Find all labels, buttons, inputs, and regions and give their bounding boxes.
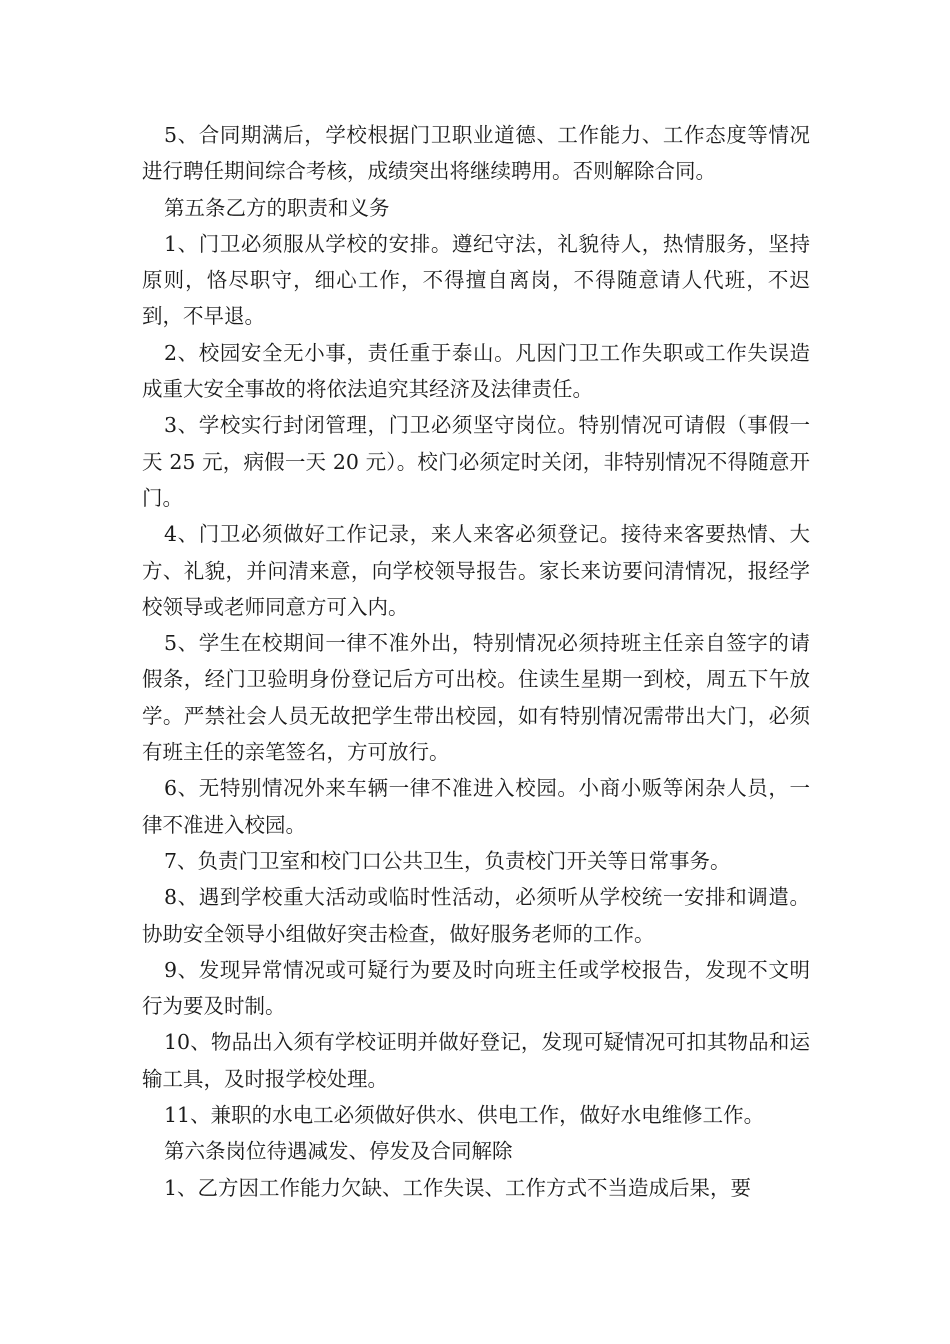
heading-article-6: 第六条岗位待遇减发、停发及合同解除 [164, 1139, 513, 1164]
paragraph-duty-2: 2、校园安全无小事，责任重于泰山。凡因门卫工作失职或工作失误造成重大安全事故的将依法追究其经济及法律责任。 [142, 340, 810, 402]
paragraph-duty-8: 8、遇到学校重大活动或临时性活动，必须听从学校统一安排和调遣。协助安全领导小组做好突击检查，做好服务老师的工作。 [142, 885, 810, 946]
heading-article-5: 第五条乙方的职责和义务 [164, 195, 390, 220]
paragraph-duty-11: 11、兼职的水电工必须做好供水、供电工作，做好水电维修工作。 [164, 1103, 765, 1128]
paragraph-duty-7: 7、负责门卫室和校门口公共卫生，负责校门开关等日常事务。 [164, 848, 731, 873]
paragraph-duty-3: 3、学校实行封闭管理，门卫必须坚守岗位。特别情况可请假（事假一天 25 元，病假一天 20 元）。校门必须定时关闭，非特别情况不得随意开门。 [142, 413, 810, 510]
paragraph-duty-1: 1、门卫必须服从学校的安排。遵纪守法，礼貌待人，热情服务，坚持原则，恪尽职守，细心工作，不得擅自离岗，不得随意请人代班，不迟到，不早退。 [142, 231, 810, 329]
paragraph-duty-9: 9、发现异常情况或可疑行为要及时向班主任或学校报告，发现不文明行为要及时制。 [142, 957, 810, 1019]
paragraph-duty-10: 10、物品出入须有学校证明并做好登记，发现可疑情况可扣其物品和运输工具，及时报学校处理。 [142, 1030, 810, 1091]
document-body [142, 117, 810, 1206]
paragraph-duty-5: 5、学生在校期间一律不准外出，特别情况必须持班主任亲自签字的请假条，经门卫验明身份登记后方可出校。住读生星期一到校，周五下午放学。严禁社会人员无故把学生带出校园，如有特别情况需带出大门，必须有班主任的亲笔签名，方可放行。 [142, 631, 810, 765]
paragraph-duty-6: 6、无特别情况外来车辆一律不准进入校园。小商小贩等闲杂人员，一律不准进入校园。 [142, 776, 810, 837]
paragraph-clause-4-5: 5、合同期满后，学校根据门卫职业道德、工作能力、工作态度等情况进行聘任期间综合考核，成绩突出将继续聘用。否则解除合同。 [142, 123, 810, 184]
paragraph-duty-4: 4、门卫必须做好工作记录，来人来客必须登记。接待来客要热情、大方、礼貌，并问清来意，向学校领导报告。家长来访要问清情况，报经学校领导或老师同意方可入内。 [142, 522, 810, 619]
paragraph-article-6-1: 1、乙方因工作能力欠缺、工作失误、工作方式不当造成后果，要 [164, 1175, 752, 1200]
